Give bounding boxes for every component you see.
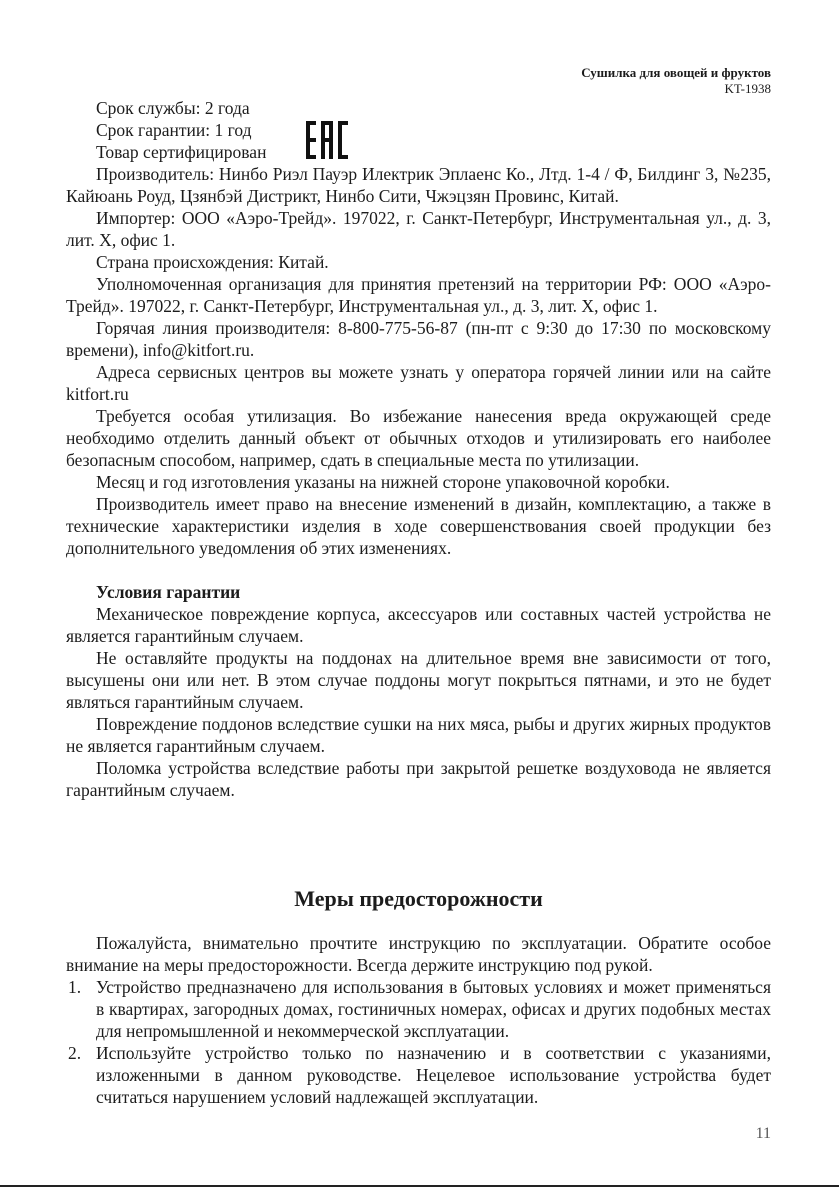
product-title: Сушилка для овощей и фруктов	[581, 65, 771, 80]
claims-paragraph: Уполномоченная организация для принятия претензий на территории РФ: ООО «Аэро-Трейд». 197022, г. Санкт-Петербург, Инструментальная ул., д. 3, лит. Х, офис 1.	[66, 274, 771, 316]
eac-mark-icon	[306, 121, 348, 159]
warranty-paragraph: Не оставляйте продукты на поддонах на длительное время вне зависимости от того, высушены они или нет. В этом случае поддоны могут покрыться пятнами, и это не будет являться гарантийным случаем.	[66, 648, 771, 712]
precautions-heading: Меры предосторожности	[294, 886, 543, 911]
origin-paragraph: Страна происхождения: Китай.	[96, 252, 329, 272]
item-number: 2.	[68, 1043, 82, 1063]
item-text: Устройство предназначено для использования в бытовых условиях и может применяться в квартирах, загородных домах, гостиничных номерах, офисах и других подобных местах для непромышленной и некоммерческой эксплуатации.	[96, 977, 771, 1041]
warranty-period: Срок гарантии: 1 год	[96, 120, 252, 140]
manufacturer-info	[66, 163, 771, 801]
precautions-intro: Пожалуйста, внимательно прочтите инструкцию по эксплуатации. Обратите особое внимание на меры предосторожности. Всегда держите инструкцию под рукой.	[66, 933, 771, 975]
certification-block	[66, 97, 771, 163]
bottom-rule	[0, 1185, 839, 1187]
page-header	[581, 65, 771, 97]
list-item	[66, 976, 771, 1042]
warranty-paragraph: Поломка устройства вследствие работы при закрытой решетке воздуховода не является гарантийным случаем.	[66, 758, 771, 800]
warranty-paragraph: Повреждение поддонов вследствие сушки на них мяса, рыбы и других жирных продуктов не является гарантийным случаем.	[66, 714, 771, 756]
warranty-paragraph: Механическое повреждение корпуса, аксессуаров или составных частей устройства не является гарантийным случаем.	[66, 604, 771, 646]
item-number: 1.	[68, 977, 82, 997]
model-number: KT-1938	[724, 81, 771, 96]
changes-paragraph: Производитель имеет право на внесение изменений в дизайн, комплектацию, а также в технические характеристики изделия в ходе совершенствования своей продукции без дополнительного уведомления об этих изменениях.	[66, 494, 771, 558]
list-item	[66, 1042, 771, 1108]
hotline-paragraph: Горячая линия производителя: 8-800-775-56-87 (пн-пт с 9:30 до 17:30 по московскому времени), info@kitfort.ru.	[66, 318, 771, 360]
precautions-section	[66, 932, 771, 1108]
manual-page	[66, 0, 771, 1189]
certified-note: Товар сертифицирован	[96, 142, 267, 162]
manufacture-date-paragraph: Месяц и год изготовления указаны на нижней стороне упаковочной коробки.	[96, 472, 670, 492]
manufacturer-paragraph: Производитель: Нинбо Риэл Пауэр Илектрик Эплаенс Ко., Лтд. 1-4 / Ф, Билдинг 3, №235, Кайюань Роуд, Цзянбэй Дистрикт, Нинбо Сити, Чжэцзян Провинс, Китай.	[66, 164, 771, 206]
precautions-list	[66, 976, 771, 1108]
item-text: Используйте устройство только по назначению и в соответствии с указаниями, изложенными в данном руководстве. Нецелевое использование устройства будет считаться нарушением условий надлежащей эксплуатации.	[96, 1043, 771, 1107]
importer-paragraph: Импортер: ООО «Аэро-Трейд». 197022, г. Санкт-Петербург, Инструментальная ул., д. 3, лит. Х, офис 1.	[66, 208, 771, 250]
service-life: Срок службы: 2 года	[96, 98, 250, 118]
service-centers-paragraph: Адреса сервисных центров вы можете узнать у оператора горячей линии или на сайте kitfort.ru	[66, 362, 771, 404]
page-number: 11	[755, 1125, 771, 1142]
warranty-heading: Условия гарантии	[96, 582, 241, 602]
disposal-paragraph: Требуется особая утилизация. Во избежание нанесения вреда окружающей среде необходимо отделить данный объект от обычных отходов и утилизировать его наиболее безопасным способом, например, сдать в специальные места по утилизации.	[66, 406, 771, 470]
